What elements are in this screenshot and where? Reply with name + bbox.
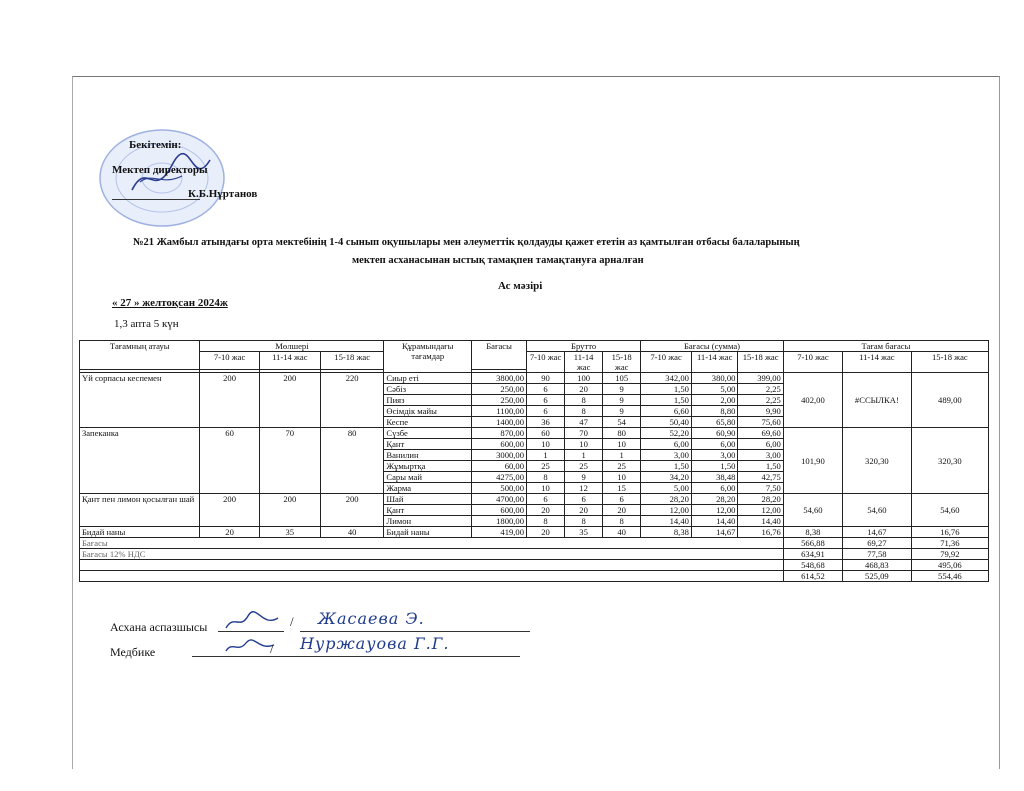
brutto-value: 8 bbox=[603, 516, 641, 527]
sum-value: 7,50 bbox=[738, 483, 783, 494]
sum-value: 12,00 bbox=[738, 505, 783, 516]
table-row bbox=[80, 373, 989, 384]
sum-value: 52,20 bbox=[641, 428, 692, 439]
table-row bbox=[80, 494, 989, 505]
brutto-value: 20 bbox=[565, 384, 603, 395]
sum-value: 75,60 bbox=[738, 417, 783, 428]
portion-age-1: 7-10 жас bbox=[200, 352, 259, 370]
brutto-value: 6 bbox=[527, 494, 565, 505]
sum-value: 9,90 bbox=[738, 406, 783, 417]
total-value: 468,83 bbox=[843, 560, 912, 571]
brutto-value: 60 bbox=[527, 428, 565, 439]
ingredient: Кеспе bbox=[384, 417, 472, 428]
dish-price-value: 54,60 bbox=[783, 494, 842, 527]
ingredient-price: 250,00 bbox=[472, 395, 527, 406]
dish-price-value: 54,60 bbox=[843, 494, 912, 527]
nurse-label: Медбике bbox=[110, 645, 156, 659]
total-value: 79,92 bbox=[911, 549, 988, 560]
brutto-value: 47 bbox=[565, 417, 603, 428]
sum-value: 342,00 bbox=[641, 373, 692, 384]
sum-value: 14,40 bbox=[691, 516, 738, 527]
brutto-age-1: 7-10 жас bbox=[527, 352, 565, 373]
sum-value: 60,90 bbox=[691, 428, 738, 439]
sum-value: 1,50 bbox=[738, 461, 783, 472]
sum-value: 1,50 bbox=[641, 395, 692, 406]
brutto-value: 6 bbox=[565, 494, 603, 505]
portion-value: 20 bbox=[200, 527, 259, 538]
brutto-value: 90 bbox=[527, 373, 565, 384]
header-ingredients: Құрамындағы тағамдар bbox=[384, 341, 472, 373]
totals-row bbox=[80, 549, 989, 560]
brutto-value: 20 bbox=[527, 527, 565, 538]
brutto-value: 25 bbox=[603, 461, 641, 472]
sum-value: 28,20 bbox=[738, 494, 783, 505]
sum-value: 6,00 bbox=[641, 439, 692, 450]
dish-price-value: 402,00 bbox=[783, 373, 842, 428]
ingredient-price: 60,00 bbox=[472, 461, 527, 472]
portion-value: 40 bbox=[320, 527, 383, 538]
total-value: 77,58 bbox=[843, 549, 912, 560]
brutto-value: 40 bbox=[603, 527, 641, 538]
dish-price-value: 320,30 bbox=[843, 428, 912, 494]
ingredient: Қант bbox=[384, 439, 472, 450]
sum-value: 50,40 bbox=[641, 417, 692, 428]
total-value: 554,46 bbox=[911, 571, 988, 582]
dish-name: Қант пен лимон қосылған шай bbox=[80, 494, 200, 527]
sum-age-3: 15-18 жас bbox=[738, 352, 783, 373]
brutto-value: 10 bbox=[603, 472, 641, 483]
sum-value: 6,00 bbox=[738, 439, 783, 450]
brutto-value: 9 bbox=[603, 406, 641, 417]
sum-value: 65,80 bbox=[691, 417, 738, 428]
ingredient-price: 4700,00 bbox=[472, 494, 527, 505]
sum-value: 14,67 bbox=[691, 527, 738, 538]
portion-age-3: 15-18 жас bbox=[320, 352, 383, 370]
approval-title: Бекітемін: bbox=[129, 139, 182, 151]
brutto-value: 1 bbox=[603, 450, 641, 461]
brutto-value: 105 bbox=[603, 373, 641, 384]
sum-value: 8,80 bbox=[691, 406, 738, 417]
ingredient-price: 4275,00 bbox=[472, 472, 527, 483]
sum-value: 1,50 bbox=[641, 461, 692, 472]
dish-price-value: #ССЫЛКА! bbox=[843, 373, 912, 428]
ingredient-price: 1800,00 bbox=[472, 516, 527, 527]
totals-label bbox=[80, 571, 784, 582]
header-price-sum: Бағасы (сумма) bbox=[641, 341, 784, 352]
totals-label: Бағасы 12% НДС bbox=[80, 549, 784, 560]
approval-position: Мектеп директоры bbox=[112, 164, 208, 176]
portion-value: 200 bbox=[320, 494, 383, 527]
sum-value: 399,00 bbox=[738, 373, 783, 384]
brutto-value: 9 bbox=[603, 384, 641, 395]
table-row bbox=[80, 527, 989, 538]
ingredient: Ванилин bbox=[384, 450, 472, 461]
brutto-value: 15 bbox=[603, 483, 641, 494]
brutto-value: 20 bbox=[603, 505, 641, 516]
header-portion: Мөлшері bbox=[200, 341, 384, 352]
ingredient: Сиыр еті bbox=[384, 373, 472, 384]
brutto-value: 6 bbox=[527, 384, 565, 395]
sum-value: 3,00 bbox=[691, 450, 738, 461]
brutto-value: 25 bbox=[565, 461, 603, 472]
dish-name: Үй сорпасы кеспемен bbox=[80, 373, 200, 428]
ingredient: Сәбіз bbox=[384, 384, 472, 395]
header-dish-price: Тағам бағасы bbox=[783, 341, 988, 352]
dish-price-value: 320,30 bbox=[911, 428, 988, 494]
header-dish: Тағамның атауы bbox=[80, 341, 200, 370]
ingredient: Шай bbox=[384, 494, 472, 505]
brutto-value: 80 bbox=[603, 428, 641, 439]
sum-value: 3,00 bbox=[738, 450, 783, 461]
ingredient-price: 1100,00 bbox=[472, 406, 527, 417]
nurse-name-line bbox=[280, 655, 520, 657]
header-price: Бағасы bbox=[472, 341, 527, 370]
brutto-age-3: 15-18 жас bbox=[603, 352, 641, 373]
sum-value: 14,40 bbox=[738, 516, 783, 527]
brutto-age-2: 11-14 жас bbox=[565, 352, 603, 373]
ingredient: Сары май bbox=[384, 472, 472, 483]
ingredient: Жұмыртқа bbox=[384, 461, 472, 472]
totals-row bbox=[80, 571, 989, 582]
brutto-value: 8 bbox=[565, 406, 603, 417]
sum-value: 2,00 bbox=[691, 395, 738, 406]
ingredient-price: 250,00 bbox=[472, 384, 527, 395]
sum-value: 5,00 bbox=[641, 483, 692, 494]
totals-label bbox=[80, 560, 784, 571]
totals-label: Бағасы bbox=[80, 538, 784, 549]
totals-row bbox=[80, 538, 989, 549]
brutto-value: 70 bbox=[565, 428, 603, 439]
dish-price-value: 489,00 bbox=[911, 373, 988, 428]
ingredient-price: 500,00 bbox=[472, 483, 527, 494]
total-value: 614,52 bbox=[783, 571, 842, 582]
menu-table bbox=[79, 340, 989, 582]
brutto-value: 9 bbox=[565, 472, 603, 483]
ingredient-price: 870,00 bbox=[472, 428, 527, 439]
dish-price-value: 101,90 bbox=[783, 428, 842, 494]
document-title: Ас мәзірі bbox=[498, 280, 543, 292]
sum-value: 34,20 bbox=[641, 472, 692, 483]
brutto-value: 8 bbox=[565, 516, 603, 527]
cook-name-line bbox=[300, 630, 530, 632]
sum-value: 3,00 bbox=[641, 450, 692, 461]
portion-value: 200 bbox=[259, 494, 320, 527]
dish-price-age-2: 11-14 жас bbox=[843, 352, 912, 373]
header-brutto: Брутто bbox=[527, 341, 641, 352]
sum-value: 38,48 bbox=[691, 472, 738, 483]
sum-value: 6,00 bbox=[691, 483, 738, 494]
portion-value: 35 bbox=[259, 527, 320, 538]
ingredient-price: 3800,00 bbox=[472, 373, 527, 384]
brutto-value: 54 bbox=[603, 417, 641, 428]
sum-value: 5,00 bbox=[691, 384, 738, 395]
brutto-value: 10 bbox=[603, 439, 641, 450]
ingredient-price: 419,00 bbox=[472, 527, 527, 538]
sum-value: 12,00 bbox=[641, 505, 692, 516]
total-value: 71,36 bbox=[911, 538, 988, 549]
sum-value: 380,00 bbox=[691, 373, 738, 384]
totals-row bbox=[80, 560, 989, 571]
total-value: 566,88 bbox=[783, 538, 842, 549]
brutto-value: 8 bbox=[527, 516, 565, 527]
sum-value: 42,75 bbox=[738, 472, 783, 483]
ingredient: Өсімдік майы bbox=[384, 406, 472, 417]
sum-value: 1,50 bbox=[641, 384, 692, 395]
sum-value: 16,76 bbox=[738, 527, 783, 538]
sum-value: 2,25 bbox=[738, 384, 783, 395]
sum-value: 1,50 bbox=[691, 461, 738, 472]
brutto-value: 6 bbox=[527, 406, 565, 417]
brutto-value: 20 bbox=[527, 505, 565, 516]
ingredient: Сүзбе bbox=[384, 428, 472, 439]
cook-signature-line bbox=[218, 630, 284, 632]
brutto-value: 8 bbox=[565, 395, 603, 406]
sum-value: 12,00 bbox=[691, 505, 738, 516]
separator: / bbox=[270, 641, 274, 656]
portion-age-2: 11-14 жас bbox=[259, 352, 320, 370]
brutto-value: 35 bbox=[565, 527, 603, 538]
dish-price-age-3: 15-18 жас bbox=[911, 352, 988, 373]
approval-name: К.Б.Нұртанов bbox=[188, 188, 258, 200]
portion-value: 220 bbox=[320, 373, 383, 428]
brutto-value: 10 bbox=[565, 439, 603, 450]
cook-signature bbox=[222, 610, 282, 632]
table-row bbox=[80, 428, 989, 439]
brutto-value: 10 bbox=[527, 483, 565, 494]
ingredient-price: 1400,00 bbox=[472, 417, 527, 428]
total-value: 495,06 bbox=[911, 560, 988, 571]
sum-value: 8,38 bbox=[641, 527, 692, 538]
brutto-value: 8 bbox=[527, 472, 565, 483]
ingredient-price: 600,00 bbox=[472, 505, 527, 516]
sum-value: 6,00 bbox=[691, 439, 738, 450]
total-value: 548,68 bbox=[783, 560, 842, 571]
brutto-value: 1 bbox=[527, 450, 565, 461]
cook-name: Жасаева Э. bbox=[318, 609, 425, 628]
dish-name: Запеканка bbox=[80, 428, 200, 494]
ingredient: Қант bbox=[384, 505, 472, 516]
dish-price-age-1: 7-10 жас bbox=[783, 352, 842, 373]
brutto-value: 6 bbox=[527, 395, 565, 406]
sum-value: 28,20 bbox=[641, 494, 692, 505]
brutto-value: 10 bbox=[527, 439, 565, 450]
total-value: 525,09 bbox=[843, 571, 912, 582]
sum-age-1: 7-10 жас bbox=[641, 352, 692, 373]
ingredient: Пияз bbox=[384, 395, 472, 406]
portion-value: 60 bbox=[200, 428, 259, 494]
total-value: 69,27 bbox=[843, 538, 912, 549]
heading-line2: мектеп асханасынан ыстық тамақпен тамақтануға арналған bbox=[352, 255, 644, 266]
sum-value: 6,60 bbox=[641, 406, 692, 417]
brutto-value: 1 bbox=[565, 450, 603, 461]
ingredient-price: 600,00 bbox=[472, 439, 527, 450]
cook-label: Асхана аспазшысы bbox=[110, 620, 208, 634]
portion-value: 200 bbox=[259, 373, 320, 428]
nurse-name: Нуржауова Г.Г. bbox=[300, 634, 450, 653]
ingredient: Лимон bbox=[384, 516, 472, 527]
brutto-value: 12 bbox=[565, 483, 603, 494]
brutto-value: 25 bbox=[527, 461, 565, 472]
portion-value: 200 bbox=[200, 494, 259, 527]
sum-value: 28,20 bbox=[691, 494, 738, 505]
ingredient: Жарма bbox=[384, 483, 472, 494]
sum-value: 69,60 bbox=[738, 428, 783, 439]
total-value: 634,91 bbox=[783, 549, 842, 560]
separator: / bbox=[290, 614, 294, 629]
ingredient: Бидай наны bbox=[384, 527, 472, 538]
ingredient-price: 3000,00 bbox=[472, 450, 527, 461]
brutto-value: 36 bbox=[527, 417, 565, 428]
brutto-value: 9 bbox=[603, 395, 641, 406]
menu-date: « 27 » желтоқсан 2024ж bbox=[112, 297, 228, 309]
heading-line1: №21 Жамбыл атындағы орта мектебінің 1-4 сынып оқушылары мен әлеуметтік қолдауды қажет ететін аз қамтылған отбасы балаларының bbox=[133, 237, 800, 248]
portion-value: 80 bbox=[320, 428, 383, 494]
dish-name: Бидай наны bbox=[80, 527, 200, 538]
dish-price-value: 14,67 bbox=[843, 527, 912, 538]
sum-value: 14,40 bbox=[641, 516, 692, 527]
portion-value: 70 bbox=[259, 428, 320, 494]
approval-signature-line bbox=[112, 198, 200, 200]
week-day: 1,3 апта 5 күн bbox=[114, 318, 179, 330]
brutto-value: 20 bbox=[565, 505, 603, 516]
portion-value: 200 bbox=[200, 373, 259, 428]
dish-price-value: 8,38 bbox=[783, 527, 842, 538]
dish-price-value: 16,76 bbox=[911, 527, 988, 538]
brutto-value: 100 bbox=[565, 373, 603, 384]
sum-age-2: 11-14 жас bbox=[691, 352, 738, 373]
brutto-value: 6 bbox=[603, 494, 641, 505]
dish-price-value: 54,60 bbox=[911, 494, 988, 527]
sum-value: 2,25 bbox=[738, 395, 783, 406]
